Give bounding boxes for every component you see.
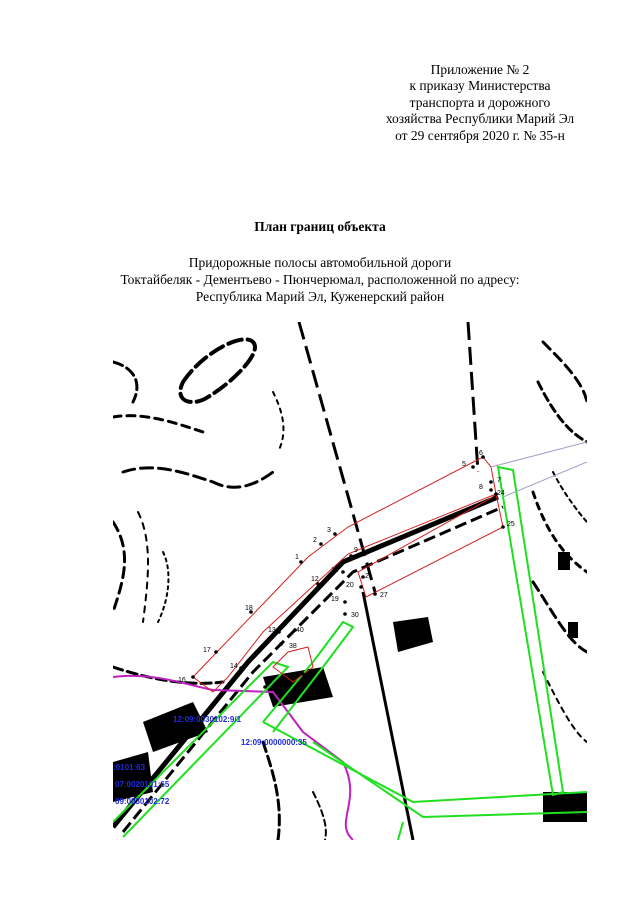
cadastral-label: 09:0030102:72 <box>115 797 170 806</box>
document-title: План границ объекта <box>254 219 386 234</box>
subtitle-line: Республика Марий Эл, Куженерский район <box>195 289 445 304</box>
point-label: 12 <box>311 576 319 583</box>
point-label: 17 <box>203 647 211 654</box>
point-label: 5 <box>462 461 466 468</box>
point-label: 24 <box>497 490 505 497</box>
point-label: 16 <box>178 677 186 684</box>
point-label: 38 <box>289 643 297 650</box>
point-label: 1 <box>295 554 299 561</box>
cadastral-label: 07:0020101:65 <box>115 780 170 789</box>
road <box>113 497 503 832</box>
point-label: 33 <box>307 669 315 676</box>
point-label: 19 <box>331 596 339 603</box>
point-label: 18 <box>245 605 253 612</box>
grid-lines <box>491 442 587 497</box>
terrain-features <box>113 339 587 840</box>
point-label: 8 <box>479 484 483 491</box>
point-label: 25 <box>507 521 515 528</box>
cadastral-label: 12:09:0000000:35 <box>241 738 307 747</box>
boundary-points <box>191 455 505 689</box>
point-label: 3 <box>327 527 331 534</box>
cadastral-label: :0101:63 <box>113 763 146 772</box>
subtitle-line: Токтайбеляк - Дементьево - Пюнчерюмал, расположенной по адресу: <box>120 272 520 287</box>
point-label: 2 <box>313 537 317 544</box>
point-label: 9 <box>354 547 358 554</box>
subtitle-line: Придорожные полосы автомобильной дороги <box>188 255 452 270</box>
lot-boundary <box>113 676 353 840</box>
point-label: 13 <box>268 627 276 634</box>
point-label: 40 <box>296 627 304 634</box>
point-label: 14 <box>230 663 238 670</box>
point-label: 7 <box>497 477 501 484</box>
appendix-line: Приложение № 2 <box>430 62 530 77</box>
appendix-line: транспорта и дорожного <box>409 94 551 110</box>
appendix-line: от 29 сентября 2020 г. № 35-н <box>395 127 565 143</box>
cadastral-label: 12:09:0030102:9/1 <box>173 715 242 724</box>
point-label: 21 <box>365 573 373 580</box>
point-label: 27 <box>380 592 388 599</box>
point-label: 30 <box>351 612 359 619</box>
appendix-line: к приказу Министерства <box>409 78 551 94</box>
point-label: 6 <box>479 450 483 457</box>
boundary-map <box>113 322 587 840</box>
appendix-header <box>330 62 630 144</box>
point-label: 20 <box>346 582 354 589</box>
document-subtitle <box>0 254 640 305</box>
point-label: 11 <box>331 567 339 574</box>
point-label: 35 <box>273 685 281 692</box>
appendix-line: хозяйства Республики Марий Эл <box>385 111 575 127</box>
map-drawing <box>113 322 587 840</box>
